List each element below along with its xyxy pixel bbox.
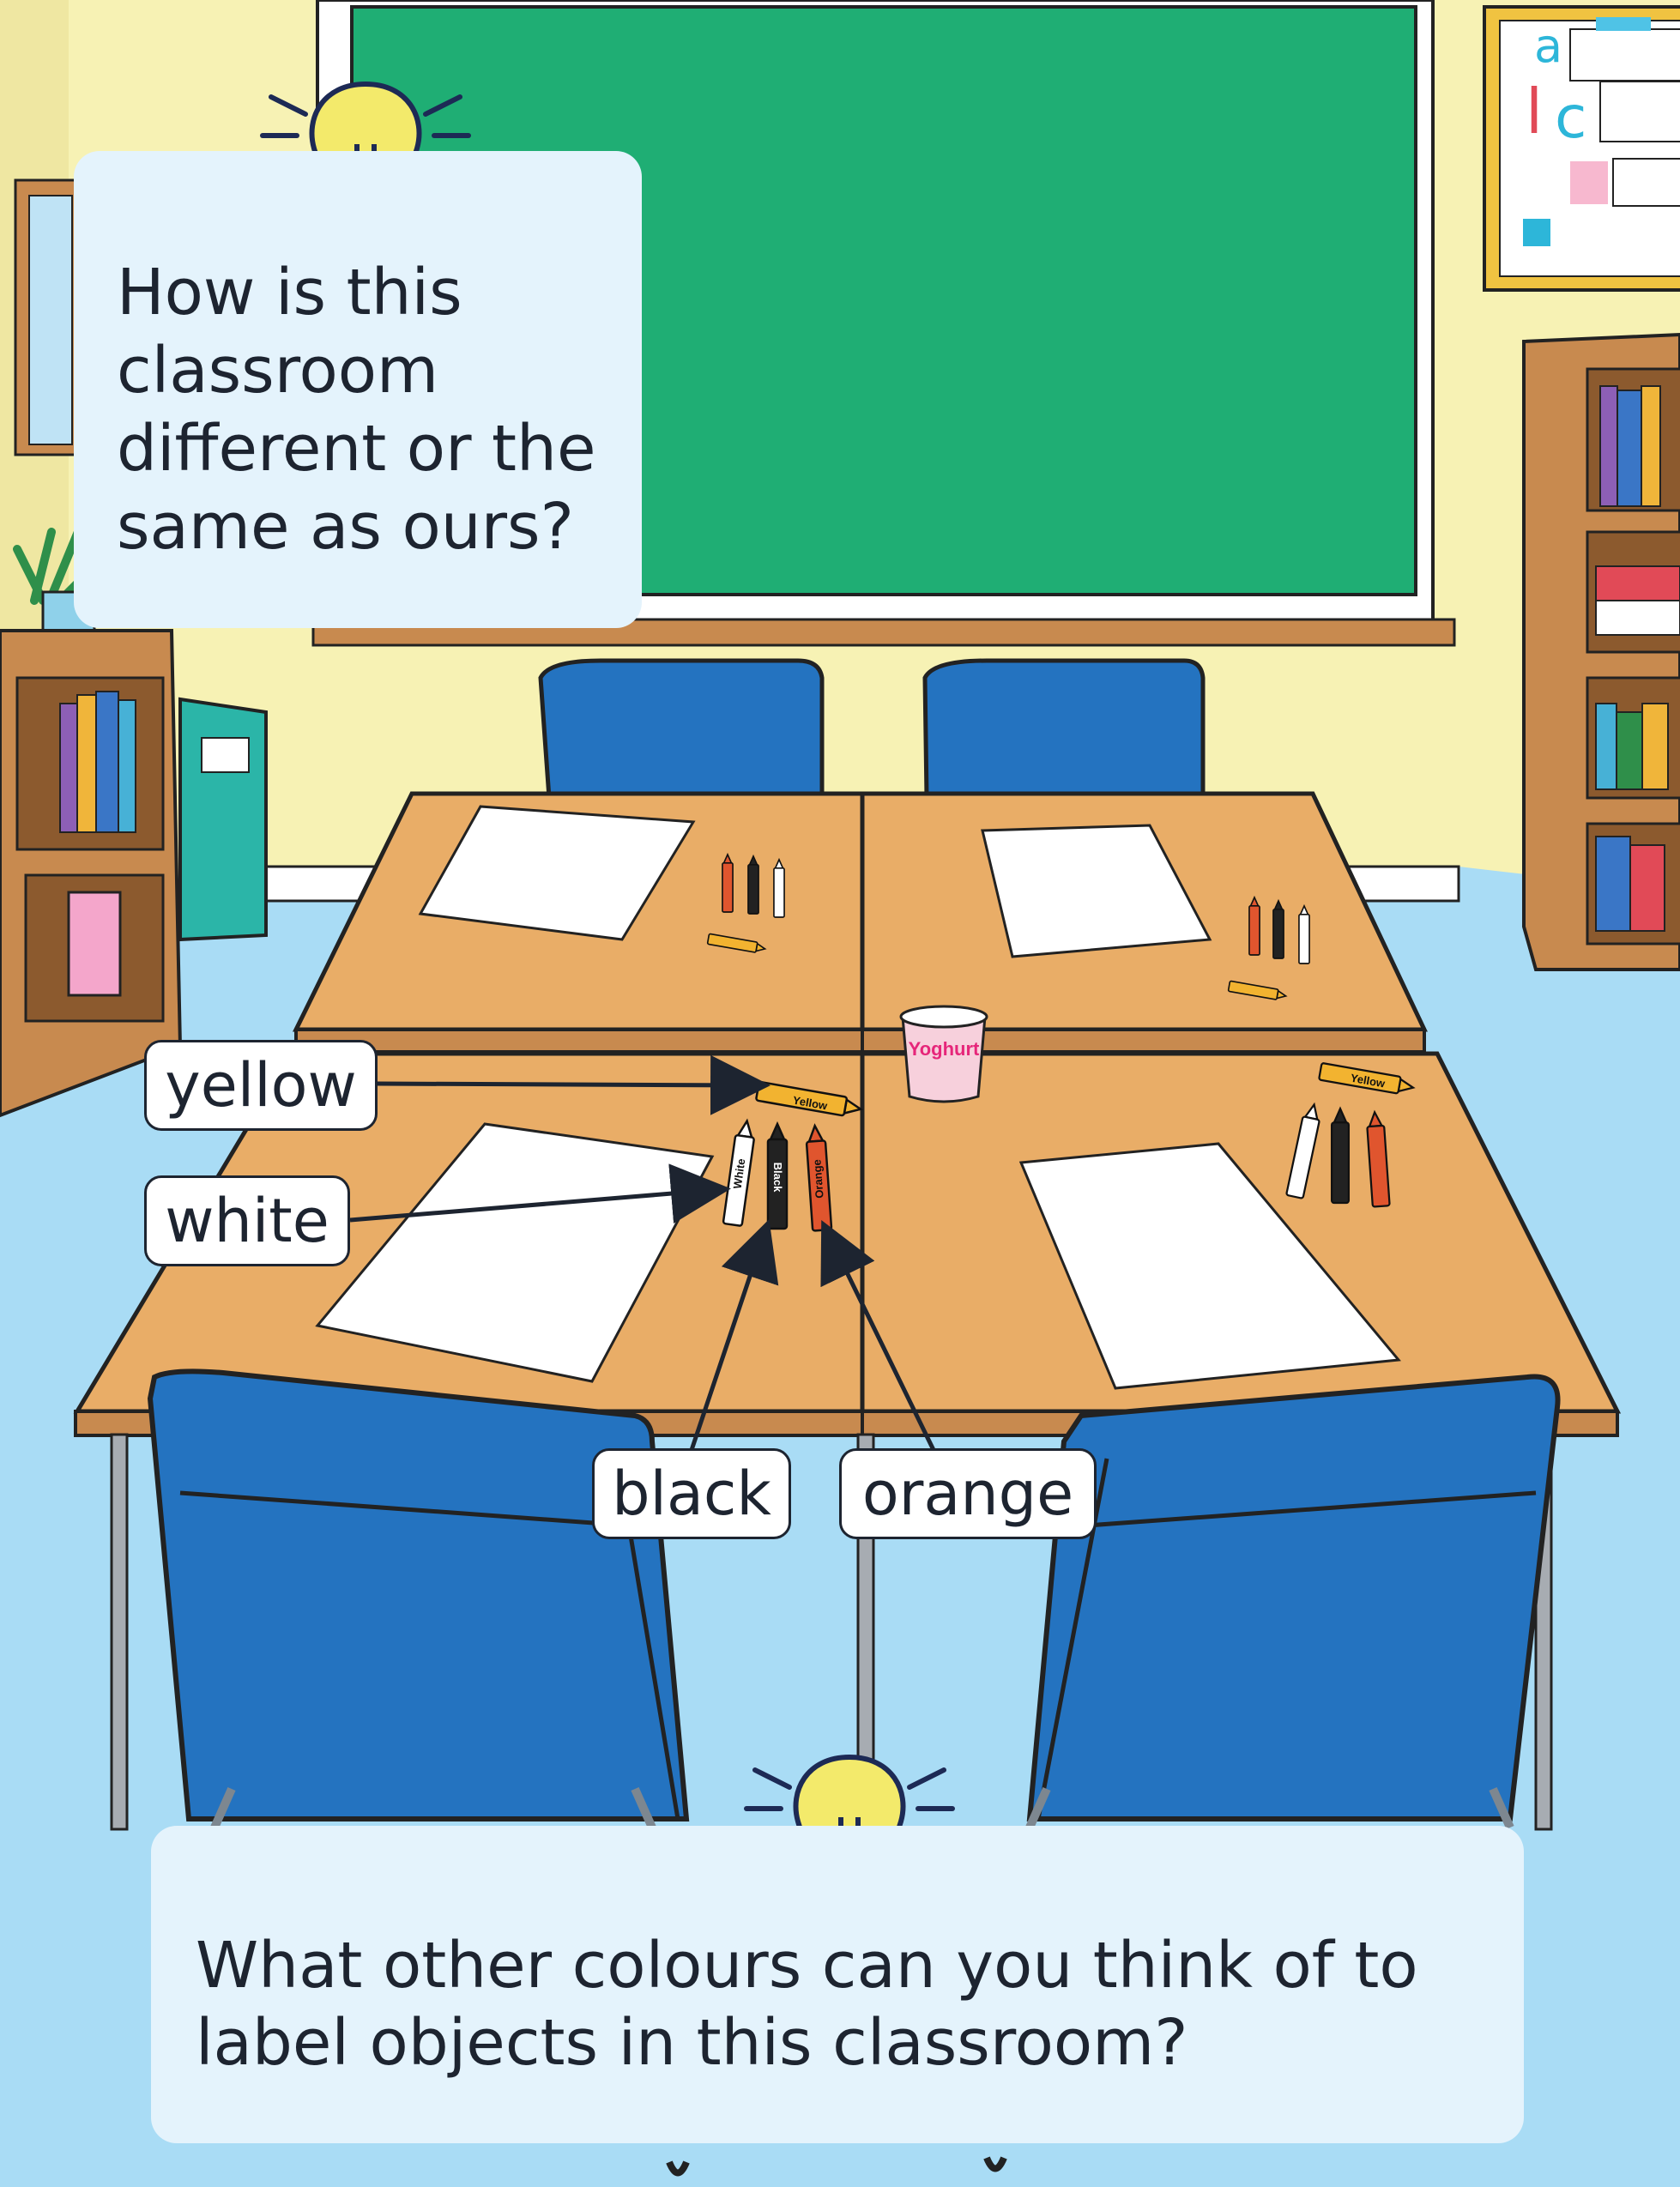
label-orange: orange — [839, 1448, 1097, 1539]
prompt-box-bottom — [151, 1826, 1524, 2143]
crayon-yellow-label-right: Yellow — [1349, 1071, 1387, 1090]
label-white: white — [144, 1175, 350, 1266]
crayon-yellow-label: Yellow — [791, 1093, 829, 1113]
wall-letter-a: a — [1534, 19, 1563, 73]
prompt-bottom-text: What other colours can you think of to label objects in this classroom? — [196, 1929, 1418, 2080]
prompt-box-top — [74, 151, 642, 628]
crayon-black-label: Black — [771, 1162, 784, 1193]
label-black: black — [592, 1448, 791, 1539]
yoghurt-label: Yoghurt — [908, 1038, 980, 1060]
label-yellow: yellow — [144, 1040, 378, 1131]
crayon-white-label: White — [730, 1157, 748, 1190]
crayon-orange-label: Orange — [810, 1158, 826, 1199]
crayon-black — [768, 1124, 787, 1229]
yoghurt-pot — [901, 1006, 987, 1102]
prompt-top-text: How is this classroom different or the same as ours? — [117, 256, 596, 564]
wall-letter-c: c — [1555, 84, 1587, 152]
wall-letter-l: l — [1526, 76, 1544, 148]
